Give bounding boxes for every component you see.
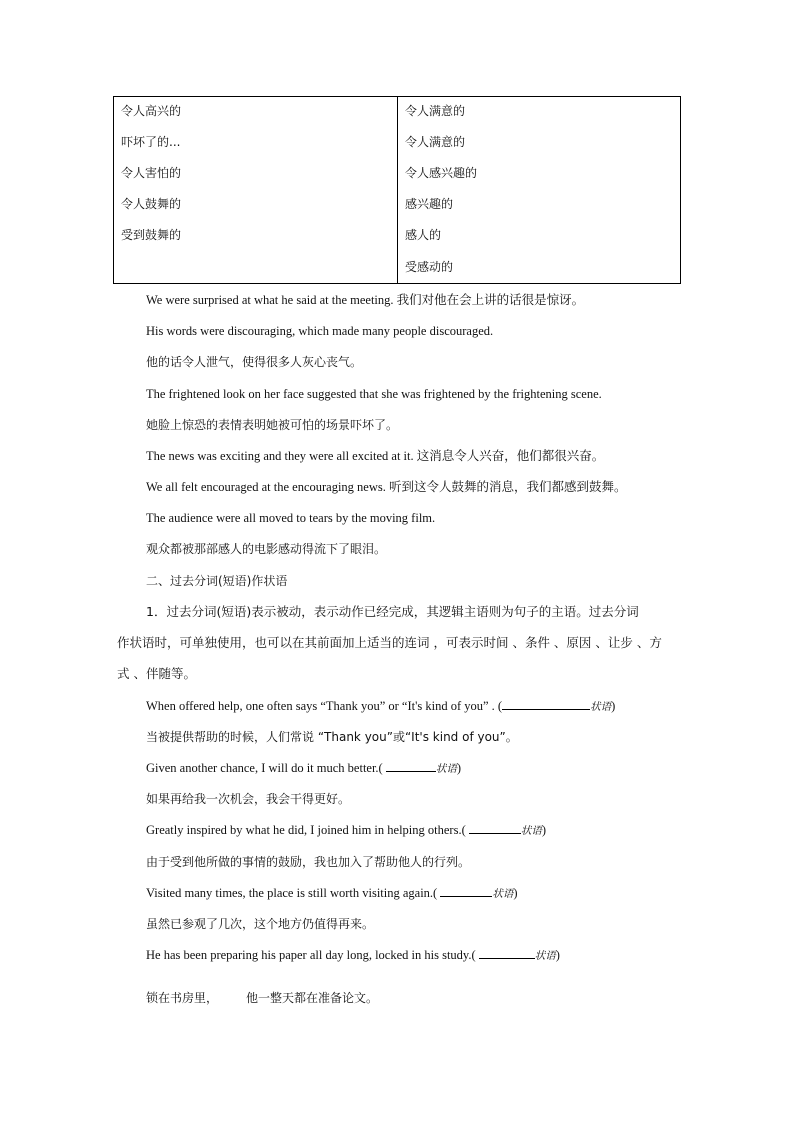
table-cell: 令人满意的 bbox=[405, 104, 466, 118]
close-paren: ) bbox=[611, 699, 616, 713]
close-paren: ) bbox=[541, 823, 547, 837]
handwritten-note: 状语 bbox=[520, 825, 542, 837]
translation-part: 锁在书房里， bbox=[146, 991, 219, 1005]
exercise-sentence bbox=[146, 947, 560, 964]
table-cell: 令人害怕的 bbox=[121, 166, 182, 180]
translation-part: 他一整天都在准备论文。 bbox=[246, 991, 379, 1005]
exercise-sentence bbox=[146, 822, 546, 839]
sentence-text: Visited many times, the place is still worth visiting again.( bbox=[146, 886, 441, 900]
paragraph-line: 作状语时，可单独使用，也可以在其前面加上适当的连词 ，可表示时间 、条件 、原因 、让步 、方 bbox=[117, 635, 662, 650]
example-translation: 她脸上惊恐的表情表明她被可怕的场景吓坏了。 bbox=[146, 418, 399, 432]
sentence-text: When offered help, one often says “Thank you” or “It's kind of you” . ( bbox=[146, 699, 503, 713]
example-sentence: The frightened look on her face suggested that she was frightened by the frightening scene. bbox=[146, 387, 602, 401]
exercise-sentence bbox=[146, 885, 518, 902]
exercise-translation: 如果再给我一次机会，我会干得更好。 bbox=[146, 792, 351, 806]
answer-blank[interactable] bbox=[440, 885, 492, 897]
example-sentence: The news was exciting and they were all excited at it. 这消息令人兴奋，他们都很兴奋。 bbox=[146, 449, 605, 463]
example-sentence: The audience were all moved to tears by the moving film. bbox=[146, 511, 436, 525]
example-sentence: We were surprised at what he said at the meeting. 我们对他在会上讲的话很是惊讶。 bbox=[146, 293, 585, 307]
sentence-text: Given another chance, I will do it much better.( bbox=[146, 761, 386, 775]
answer-blank[interactable] bbox=[386, 760, 436, 772]
handwritten-note: 状语 bbox=[435, 763, 457, 775]
example-sentence: We all felt encouraged at the encouraging news. 听到这令人鼓舞的消息，我们都感到鼓舞。 bbox=[146, 480, 627, 494]
paragraph-line: 式 、伴随等。 bbox=[117, 666, 196, 681]
table-cell: 感人的 bbox=[405, 228, 442, 242]
table-cell: 受到鼓舞的 bbox=[121, 228, 182, 242]
section-heading: 二、过去分词(短语)作状语 bbox=[146, 574, 288, 588]
exercise-translation: 虽然已参观了几次，这个地方仍值得再来。 bbox=[146, 917, 375, 931]
answer-blank[interactable] bbox=[502, 698, 590, 710]
example-translation: 观众都被那部感人的电影感动得流下了眼泪。 bbox=[146, 542, 387, 556]
table-column-right bbox=[398, 97, 680, 283]
handwritten-note: 状语 bbox=[534, 950, 556, 962]
paragraph-line: 1．过去分词(短语)表示被动，表示动作已经完成，其逻辑主语则为句子的主语。过去分词 bbox=[146, 604, 639, 619]
exercise-translation: 由于受到他所做的事情的鼓励，我也加入了帮助他人的行列。 bbox=[146, 855, 471, 869]
exercise-translation: 当被提供帮助的时候，人们常说 “Thank you”或“It's kind of you”。 bbox=[146, 730, 518, 744]
handwritten-note: 状语 bbox=[590, 701, 612, 713]
vocabulary-table bbox=[113, 96, 681, 284]
exercise-sentence bbox=[146, 698, 615, 715]
table-cell: 吓坏了的... bbox=[121, 135, 181, 149]
table-cell: 令人满意的 bbox=[405, 135, 466, 149]
close-paren: ) bbox=[555, 948, 560, 962]
table-cell: 令人感兴趣的 bbox=[405, 166, 478, 180]
answer-blank[interactable] bbox=[479, 947, 535, 959]
handwritten-note: 状语 bbox=[492, 888, 514, 900]
close-paren: ) bbox=[456, 761, 462, 775]
answer-blank[interactable] bbox=[469, 822, 521, 834]
table-cell: 受感动的 bbox=[405, 260, 454, 274]
close-paren: ) bbox=[513, 886, 518, 900]
sentence-text: Greatly inspired by what he did, I joined him in helping others.( bbox=[146, 823, 469, 837]
table-cell: 感兴趣的 bbox=[405, 197, 454, 211]
exercise-sentence bbox=[146, 760, 461, 777]
table-cell: 令人鼓舞的 bbox=[121, 197, 182, 211]
exercise-translation bbox=[146, 990, 378, 1006]
sentence-text: He has been preparing his paper all day long, locked in his study.( bbox=[146, 948, 479, 962]
example-translation: 他的话令人泄气，使得很多人灰心丧气。 bbox=[146, 355, 363, 369]
table-column-left bbox=[114, 97, 398, 283]
table-cell: 令人高兴的 bbox=[121, 104, 182, 118]
example-sentence: His words were discouraging, which made many people discouraged. bbox=[146, 324, 494, 338]
